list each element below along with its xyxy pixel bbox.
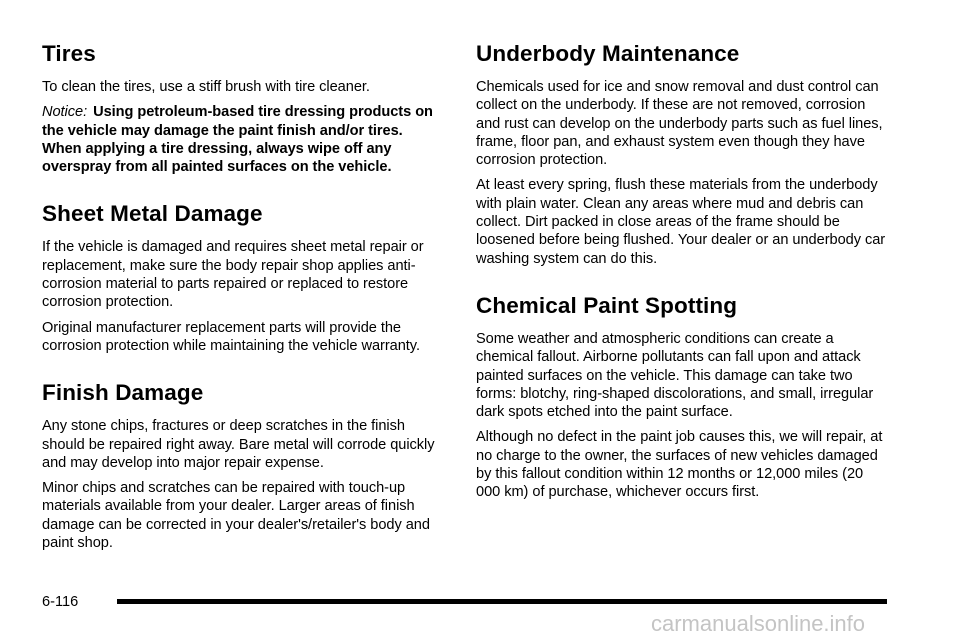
notice-text: Using petroleum-based tire dressing products on the vehicle may damage the paint finish and/or tires. When applying a tire dressing, always wipe off any overspray from all painted surfaces on the vehicle.	[42, 104, 433, 176]
underbody-paragraph-2: At least every spring, flush these materials from the underbody with plain water. Clean any areas where mud and debris can collect. Dirt packed in close areas of the frame should be loosened before being flushed. Your dealer or an underbody car washing system can do this.	[476, 177, 886, 267]
chemical-paint-paragraph-1: Some weather and atmospheric conditions can create a chemical fallout. Airborne pollutants can fall upon and attack painted surfaces on the vehicle. This damage can take two forms: blotchy, ring-shaped discolorations, and small, irregular dark spots etched into the paint surface.	[476, 330, 874, 421]
section-underbody-maintenance	[476, 40, 888, 268]
heading-chemical-paint-spotting: Chemical Paint Spotting	[476, 292, 738, 318]
section-finish-damage	[42, 379, 446, 552]
footer-rule	[117, 599, 887, 604]
left-column	[42, 40, 446, 559]
heading-underbody-maintenance: Underbody Maintenance	[476, 41, 740, 66]
underbody-paragraph-1: Chemicals used for ice and snow removal and dust control can collect on the underbody. If these are not removed, corrosion and rust can develop on the underbody parts such as fuel lines, frame, floor pan, and exhaust system even though they have corrosion protection.	[476, 79, 883, 169]
sheet-metal-paragraph-2: Original manufacturer replacement parts will provide the corrosion protection while maintaining the vehicle warranty.	[42, 319, 420, 354]
section-sheet-metal-damage	[42, 200, 446, 355]
sheet-metal-paragraph-1: If the vehicle is damaged and requires sheet metal repair or replacement, make sure the body repair shop applies anti-corrosion material to parts repaired or replaced to restore corrosion protection.	[42, 239, 424, 311]
page-number: 6-116	[42, 594, 79, 610]
section-tires	[42, 40, 446, 176]
section-chemical-paint-spotting	[476, 292, 888, 502]
finish-damage-paragraph-1: Any stone chips, fractures or deep scratches in the finish should be repaired right away. Bare metal will corrode quickly and may develop into major repair expense.	[42, 418, 435, 471]
chemical-paint-paragraph-2: Although no defect in the paint job causes this, we will repair, at no charge to the owner, the surfaces of new vehicles damaged by this fallout condition within 12 months or 12,000 miles (20 000 km) of purchase, whichever occurs first.	[476, 429, 883, 501]
finish-damage-paragraph-2: Minor chips and scratches can be repaired with touch-up materials available from your dealer. Larger areas of finish damage can be corrected in your dealer's/retailer's body and paint shop.	[42, 480, 430, 552]
heading-tires: Tires	[42, 41, 96, 66]
right-column	[476, 40, 888, 509]
notice-label: Notice:	[42, 104, 88, 121]
watermark: carmanualsonline.info	[651, 611, 866, 636]
tires-paragraph-1: To clean the tires, use a stiff brush with tire cleaner.	[42, 79, 370, 95]
tires-notice	[42, 103, 446, 176]
heading-finish-damage: Finish Damage	[42, 380, 204, 406]
heading-sheet-metal-damage: Sheet Metal Damage	[42, 201, 263, 227]
